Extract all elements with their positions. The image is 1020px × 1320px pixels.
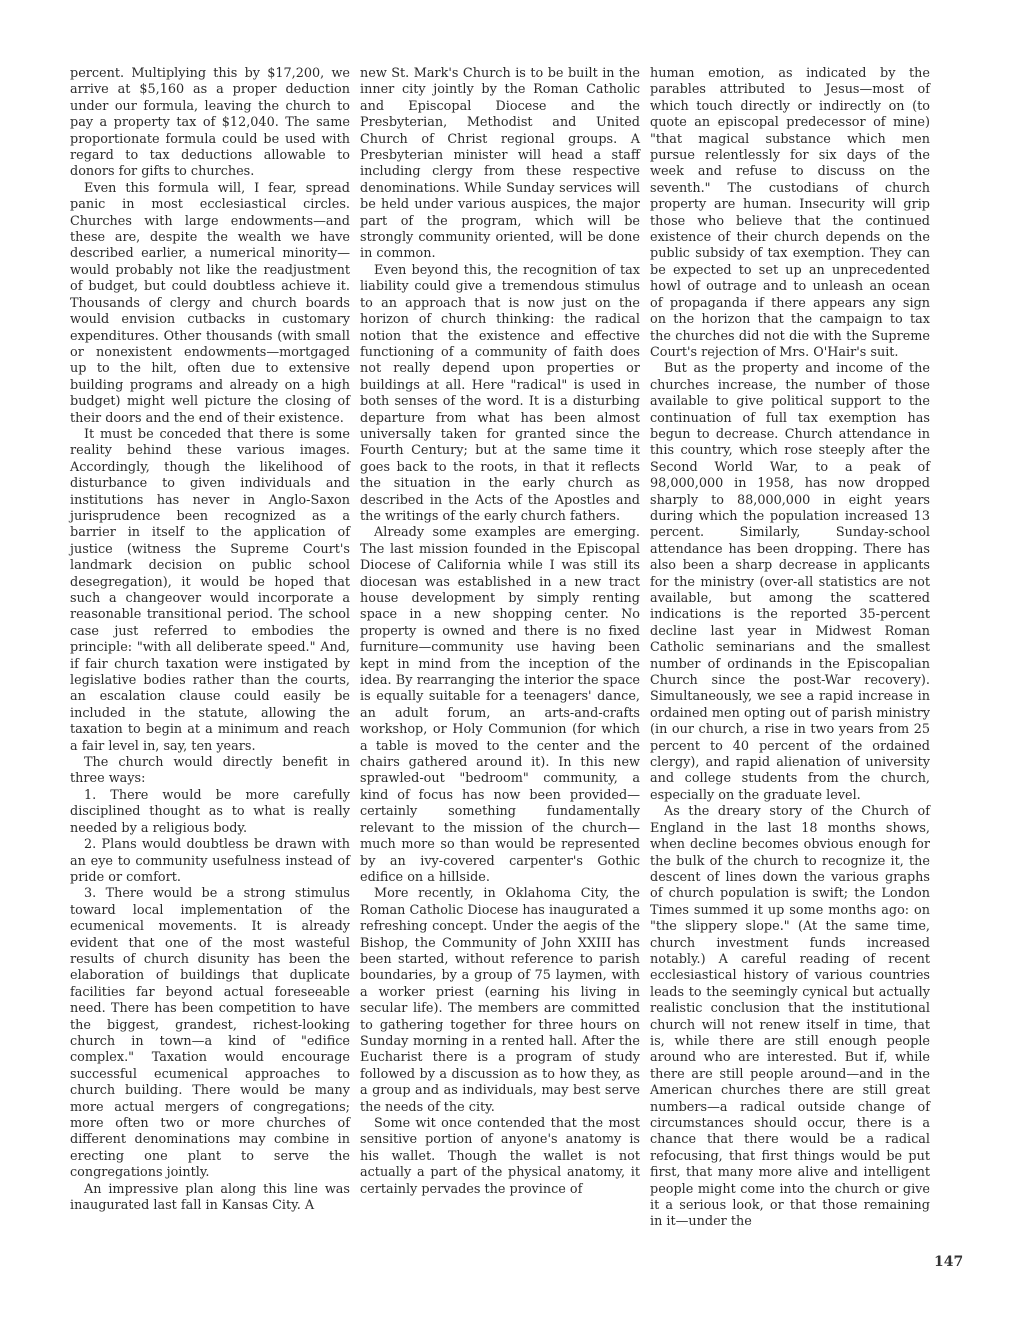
paragraph: 2. Plans would doubtless be drawn with an eye to community usefulness instead of pride or comfort. [70,837,350,885]
paragraph: percent. Multiplying this by $17,200, we arrive at $5,160 as a proper deduction under our formula, leaving the church to pay a property tax of $12,040. The same proportionate formula could be used with regard to tax deductions allowable to donors for gifts to churches. [70,66,350,180]
paragraph: human emotion, as indicated by the parables attributed to Jesus—most of which touch directly or indirectly on (to quote an episcopal predecessor of mine) "that magical substance which men pursue relentlessly for six days of the week and refuse to discuss on the seventh." The custodians of church property are human. Insecurity will grip those who believe that the continued existence of their church depends on the public subsidy of tax exemption. They can be expected to set up an unprecedented howl of outrage and to unleash an ocean of propaganda if there appears any sign on the horizon that the campaign to tax the churches did not die with the Supreme Court's rejection of Mrs. O'Hair's suit. [650,66,930,360]
text-column-1 [70,66,350,1214]
paragraph: Some wit once contended that the most sensitive portion of anyone's anatomy is his wallet. Though the wallet is not actually a part of the physical anatomy, it certainly pervades the province of [360,1116,640,1197]
paragraph: Even beyond this, the recognition of tax liability could give a tremendous stimulus to an approach that is now just on the horizon of church thinking: the radical notion that the existence and effective functioning of a community of faith does not really depend upon properties or buildings at all. Here "radical" is used in both senses of the word. It is a disturbing departure from what has been almost universally taken for granted since the Fourth Century; but at the same time it goes back to the roots, in that it reflects the situation in the early church as described in the Acts of the Apostles and the writings of the early church fathers. [360,262,640,524]
paragraph: Already some examples are emerging. The last mission founded in the Episcopal Diocese of California while I was still its diocesan was established in a new tract house development by simply renting space in a new shopping center. No property is owned and there is no fixed furniture—community use having been kept in mind from the inception of the idea. By rearranging the interior the space is equally suitable for a teenagers' dance, an adult forum, an arts-and-crafts workshop, or Holy Communion (for which a table is moved to the center and the chairs gathered around it). In this new sprawled-out "bedroom" community, a kind of focus has now been provided—certainly something fundamentally relevant to the mission of the church—much more so than would be represented by an ivy-covered carpenter's Gothic edifice on a hillside. [360,525,640,885]
paragraph: As the dreary story of the Church of England in the last 18 months shows, when decline becomes obvious enough for the bulk of the church to recognize it, the descent of lines down the various graphs of church population is swift; the London Times summed it up some months ago: on "the slippery slope." (At the same time, church investment funds increased notably.) A careful reading of recent ecclesiastical history of various countries leads to the seemingly cynical but actually realistic conclusion that the institutional church will not renew itself in time, that is, while there are still enough people around who are interested. But if, while there are still people around—and in the American churches there are still great numbers—a radical outside change of circumstances should occur, there is a chance that there would be a radical refocusing, that first things would be put first, that many more alive and intelligent people might come into the church or give it a serious look, or that those remaining in it—under the [650,804,930,1230]
paragraph: It must be conceded that there is some reality behind these various images. Accordingly, though the likelihood of disturbance to given individuals and institutions has never in Anglo-Saxon jurisprudence been recognized as a barrier in itself to the application of justice (witness the Supreme Court's landmark decision on public school desegregation), it would be hoped that such a changeover would incorporate a reasonable transitional period. The school case just referred to embodies the principle: "with all deliberate speed." And, if fair church taxation were instigated by legislative bodies rather than the courts, an escalation clause could easily be included in the statute, allowing the taxation to begin at a minimum and reach a fair level in, say, ten years. [70,426,350,754]
paragraph: 1. There would be more carefully disciplined thought as to what is really needed by a religious body. [70,787,350,836]
paragraph: The church would directly benefit in three ways: [70,755,350,787]
paragraph: Even this formula will, I fear, spread panic in most ecclesiastical circles. Churches with large endowments—and these are, despite the wealth we have described earlier, a numerical minority—would probably not like the readjustment of budget, but could doubtless achieve it. Thousands of clergy and church boards would envision cutbacks in customary expenditures. Other thousands (with small or nonexistent endowments—mortgaged up to the hilt, often due to extensive building programs and already on a high budget) might well picture the closing of their doors and the end of their existence. [70,180,350,426]
paragraph: new St. Mark's Church is to be built in the inner city jointly by the Roman Catholic and Episcopal Diocese and the Presbyterian, Methodist and United Church of Christ regional groups. A Presbyterian minister will head a staff including clergy from these respective denominations. While Sunday services will be held under various auspices, the major part of the program, which will be strongly community oriented, will be done in common. [360,66,640,262]
text-column-3 [650,66,930,1231]
paragraph: An impressive plan along this line was inaugurated last fall in Kansas City. A [70,1181,350,1214]
text-column-2 [360,66,640,1198]
page-number: 147 [934,1254,964,1270]
paragraph: But as the property and income of the churches increase, the number of those available to give political support to the continuation of full tax exemption has begun to decrease. Church attendance in this country, which rose steeply after the Second World War, to a peak of 98,000,000 in 1958, has now dropped sharply to 88,000,000 in eight years during which the population increased 13 percent. Similarly, Sunday-school attendance has been dropping. There has also been a sharp decrease in applicants for the ministry (over-all statistics are not available, but among the scattered indications is the reported 35-percent decline last year in Midwest Roman Catholic seminarians and the smallest number of ordinands in the Episcopalian Church since the post-War recovery). Simultaneously, we see a rapid increase in ordained men opting out of parish ministry (in our church, a rise in two years from 25 percent to 40 percent of the ordained clergy), and rapid alienation of university and college students from the church, especially on the graduate level. [650,361,930,803]
paragraph: 3. There would be a strong stimulus toward local implementation of the ecumenical movements. It is already evident that one of the most wasteful results of church disunity has been the elaboration of buildings that duplicate facilities far beyond actual foreseeable need. There has been competition to have the biggest, grandest, richest-looking church in town—a kind of "edifice complex." Taxation would encourage successful ecumenical approaches to church building. There would be many more actual mergers of congregations; more often two or more churches of different denominations may combine in erecting one plant to serve the congregations jointly. [70,886,350,1181]
paragraph: More recently, in Oklahoma City, the Roman Catholic Diocese has inaugurated a refreshing concept. Under the aegis of the Bishop, the Community of John XXIII has been started, without reference to parish boundaries, by a group of 75 laymen, with a worker priest (earning his living in secular life). The members are committed to gathering together for three hours on Sunday morning in a rented hall. After the Eucharist there is a program of study followed by a discussion as to how they, as a group and as individuals, may best serve the needs of the city. [360,886,640,1115]
